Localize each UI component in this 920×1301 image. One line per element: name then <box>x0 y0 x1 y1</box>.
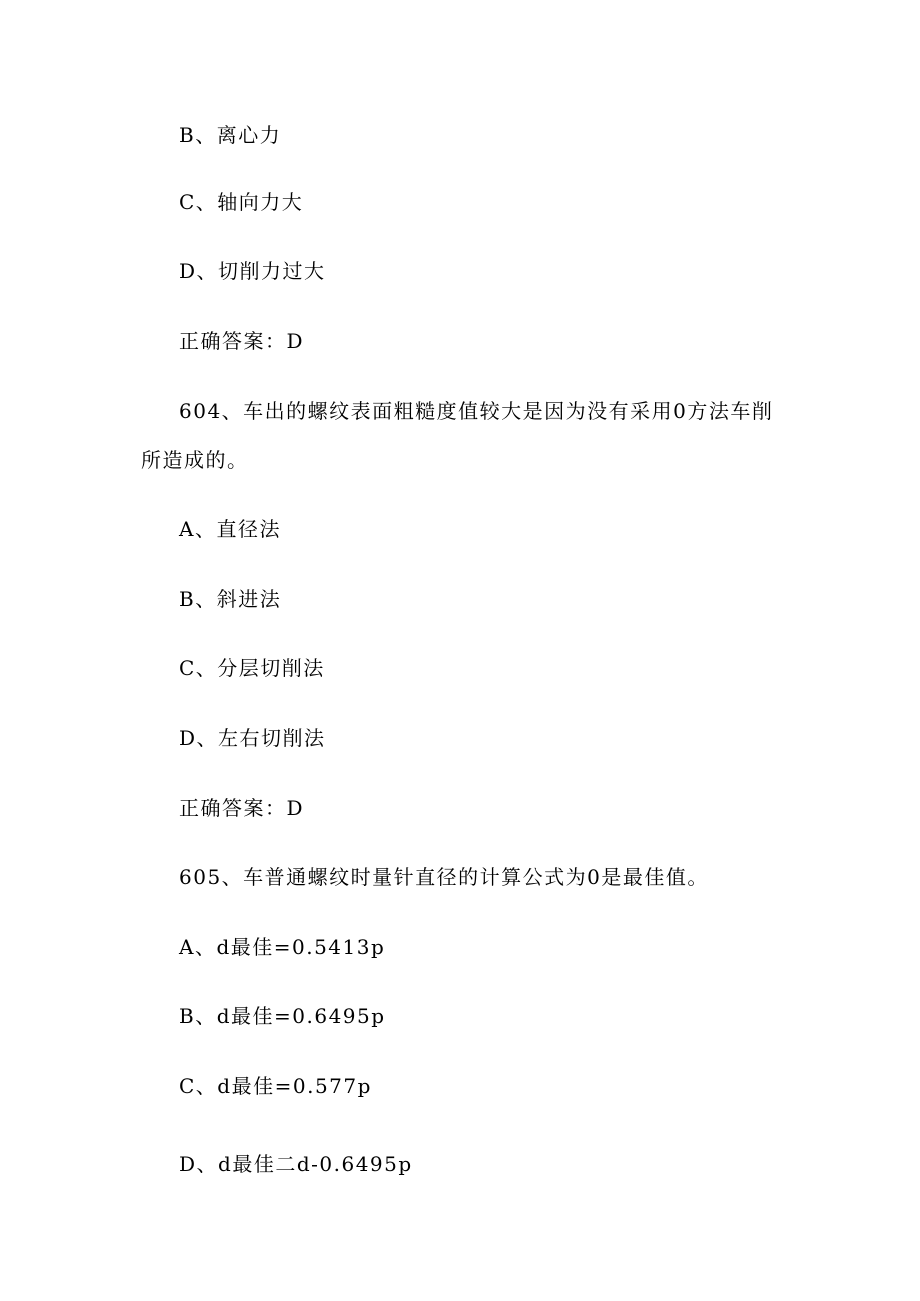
q604-option-b: B、斜进法 <box>179 587 282 611</box>
q603-option-d: D、切削力过大 <box>179 259 326 283</box>
q605-stem: 605、车普通螺纹时量针直径的计算公式为0是最佳值。 <box>179 865 709 889</box>
q605-option-b: B、d最佳=0.6495p <box>179 1004 386 1028</box>
q604-stem-line2: 所造成的。 <box>141 448 249 472</box>
q605-option-d: D、d最佳二d-0.6495p <box>179 1152 413 1176</box>
q603-option-b: B、离心力 <box>179 123 282 147</box>
q604-option-c: C、分层切削法 <box>179 656 325 680</box>
q605-option-c: C、d最佳=0.577p <box>179 1074 372 1098</box>
q605-option-a: A、d最佳=0.5413p <box>179 935 386 959</box>
q603-answer: 正确答案：D <box>179 329 305 353</box>
q604-stem-line1: 604、车出的螺纹表面粗糙度值较大是因为没有采用0方法车削 <box>179 399 774 423</box>
q603-option-c: C、轴向力大 <box>179 190 304 214</box>
q604-answer: 正确答案：D <box>179 796 305 820</box>
q604-option-d: D、左右切削法 <box>179 726 326 750</box>
q604-option-a: A、直径法 <box>179 517 281 541</box>
